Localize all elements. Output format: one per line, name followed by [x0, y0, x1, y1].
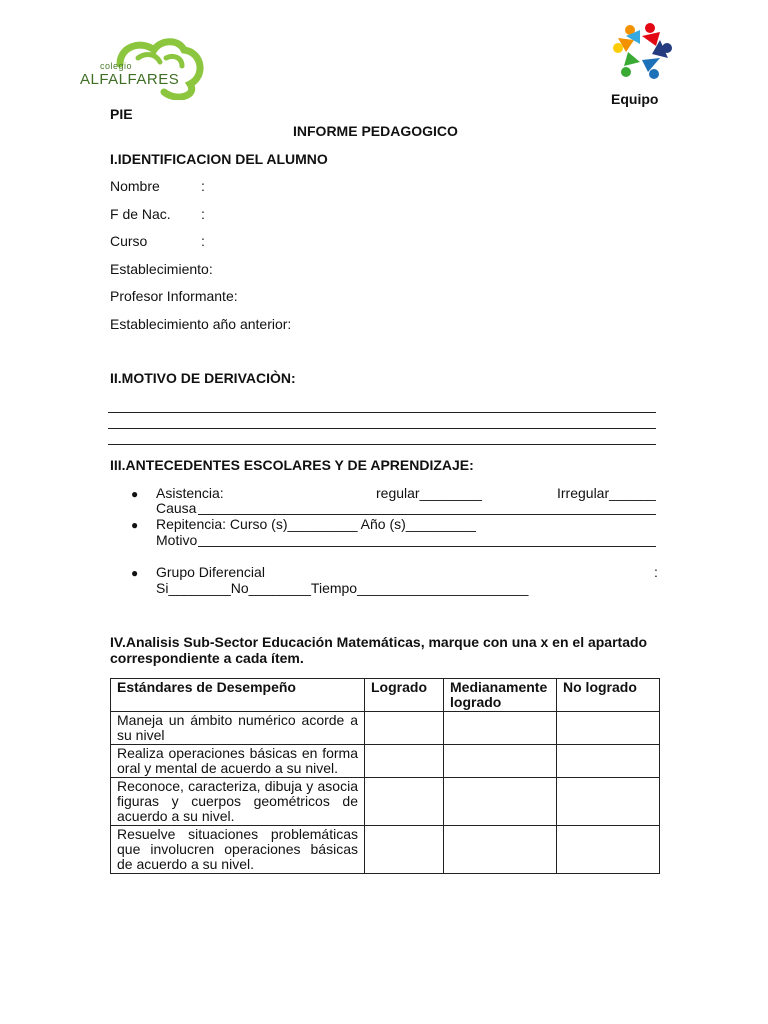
- table-cell-logrado[interactable]: [365, 745, 444, 778]
- team-label: Equipo: [611, 91, 659, 107]
- table-cell-no-logrado[interactable]: [557, 712, 660, 745]
- table-cell-standard: Resuelve situaciones problemáticas que involucren operaciones básicas de acuerdo a su nivel.: [111, 826, 365, 874]
- table-row: [111, 778, 660, 826]
- table-cell-no-logrado[interactable]: [557, 745, 660, 778]
- field-profesor-label: Profesor Informante:: [110, 288, 238, 304]
- field-nombre-colon: :: [201, 178, 205, 194]
- section3-heading: III.ANTECEDENTES ESCOLARES Y DE APRENDIZAJE:: [110, 457, 474, 473]
- table-cell-logrado[interactable]: [365, 778, 444, 826]
- table-cell-logrado[interactable]: [365, 712, 444, 745]
- table-cell-medianamente[interactable]: [444, 712, 557, 745]
- table-cell-medianamente[interactable]: [444, 745, 557, 778]
- table-row: [111, 826, 660, 874]
- field-establecimiento-anterior-label: Establecimiento año anterior:: [110, 316, 292, 332]
- bullet-icon: ●: [131, 487, 139, 501]
- col-header-estandares: Estándares de Desempeño: [111, 679, 365, 712]
- section4-heading-line1: IV.Analisis Sub-Sector Educación Matemáticas, marque con una x en el apartado: [110, 634, 648, 650]
- motivo-line-2: [108, 428, 656, 429]
- table-row: [111, 745, 660, 778]
- field-curso-colon: :: [201, 233, 205, 249]
- bullet-icon: ●: [131, 518, 139, 532]
- causa-label: Causa: [156, 500, 197, 516]
- standards-table: [110, 678, 660, 874]
- table-cell-logrado[interactable]: [365, 826, 444, 874]
- col-header-logrado: Logrado: [365, 679, 444, 712]
- motivo-line-1: [108, 412, 656, 413]
- table-cell-standard: Realiza operaciones básicas en forma oral y mental de acuerdo a su nivel.: [111, 745, 365, 778]
- section1-heading: I.IDENTIFICACION DEL ALUMNO: [110, 151, 328, 167]
- table-cell-standard: Maneja un ámbito numérico acorde a su nivel: [111, 712, 365, 745]
- asistencia-irregular: Irregular______: [557, 485, 656, 501]
- bullet-icon: ●: [131, 566, 139, 580]
- motivo-line-3: [108, 444, 656, 445]
- field-fnac-label: F de Nac.: [110, 206, 171, 222]
- field-nombre-label: Nombre: [110, 178, 160, 194]
- asistencia-regular: regular________: [376, 485, 482, 501]
- motivo-label: Motivo: [156, 532, 198, 548]
- school-logo-graphic: [80, 38, 206, 100]
- grupo-diferencial-label: Grupo Diferencial: [156, 564, 265, 580]
- field-curso-label: Curso: [110, 233, 148, 249]
- table-row: [111, 712, 660, 745]
- table-cell-no-logrado[interactable]: [557, 778, 660, 826]
- grupo-diferencial-colon: :: [654, 564, 658, 580]
- causa-line: [198, 501, 656, 515]
- table-cell-no-logrado[interactable]: [557, 826, 660, 874]
- table-cell-medianamente[interactable]: [444, 778, 557, 826]
- table-cell-medianamente[interactable]: [444, 826, 557, 874]
- school-logo-name: ALFALFARES: [80, 71, 180, 88]
- col-header-no-logrado: No logrado: [557, 679, 660, 712]
- team-logo-icon: [612, 22, 674, 82]
- field-fnac-colon: :: [201, 206, 205, 222]
- school-logo-small-text: colegio: [100, 61, 133, 71]
- school-logo: [80, 38, 206, 100]
- section4-heading-line2: correspondiente a cada ítem.: [110, 650, 304, 666]
- motivo-line: [198, 533, 656, 547]
- field-establecimiento-label: Establecimiento:: [110, 261, 213, 277]
- page-title: INFORME PEDAGOGICO: [293, 123, 458, 139]
- program-label: PIE: [110, 106, 133, 122]
- team-logo: [612, 22, 674, 82]
- col-header-medianamente: Medianamente logrado: [444, 679, 557, 712]
- section2-heading: II.MOTIVO DE DERIVACIÒN:: [110, 370, 296, 386]
- table-header-row: [111, 679, 660, 712]
- repitencia-text: Repitencia: Curso (s)_________ Año (s)_________: [156, 516, 476, 532]
- asistencia-label: Asistencia:: [156, 485, 224, 501]
- si-no-tiempo-line: Si________No________Tiempo______________________: [156, 580, 529, 596]
- table-cell-standard: Reconoce, caracteriza, dibuja y asocia figuras y cuerpos geométricos de acuerdo a su nivel.: [111, 778, 365, 826]
